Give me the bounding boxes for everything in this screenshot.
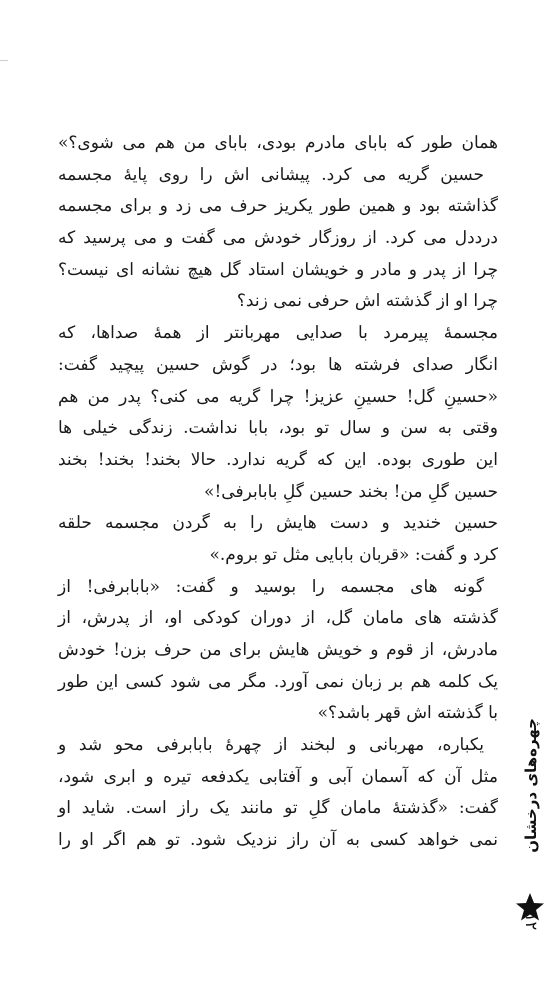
text-line-6: چرا او از گذشته اش حرفی نمی زند؟: [236, 291, 498, 312]
text-line-22: گفت: «گذشتهٔ مامان گلِ تو مانند یک راز است. شاید او: [58, 798, 498, 819]
running-title: چهره‌های درخشان: [522, 718, 540, 853]
text-line-19: با گذشته اش قهر باشد؟»: [317, 703, 498, 724]
text-line-11: این طوری بوده. این که گریه ندارد. حالا بخند! بخند! بخند: [58, 449, 498, 470]
text-line-23: نمی خواهد کسی به آن راز نزدیک شود. تو هم اگر او را: [58, 830, 498, 851]
text-line-8: انگار صدای فرشته ها بود؛ در گوش حسین پیچید گفت:: [58, 354, 498, 375]
text-line-7: مجسمهٔ پیرمرد با صدایی مهربانتر از همهٔ صداها، که: [58, 323, 498, 344]
text-line-14: کرد و گفت: «قربان بابایی مثل تو بروم.»: [209, 544, 498, 565]
text-line-9: «حسینِ گل! حسینِ عزیز! چرا گریه می کنی؟ پدر من هم: [58, 386, 498, 407]
text-line-21: مثل آن که آسمان آبی و آفتابی یکدفعه تیره و ابری شود،: [58, 766, 498, 787]
text-line-2: حسین گریه می کرد. پیشانی اش را روی پایهٔ مجسمه: [58, 164, 484, 185]
page-edge-mark: [0, 60, 8, 61]
text-line-20: یکباره، مهربانی و لبخند از چهرهٔ بابابرفی محو شد و: [58, 735, 484, 756]
text-line-1: همان طور که بابای مادرم بودی، بابای من هم می شوی؟»: [58, 133, 498, 153]
text-line-16: گذشته های مامان گل، از دوران کودکی او، از پدرش، از: [58, 608, 498, 629]
text-line-4: درددل می کرد. از روزگار خودش می گفت و می پرسید که: [58, 228, 498, 249]
body-text: [58, 128, 498, 857]
text-line-13: حسین خندید و دست هایش را به گردن مجسمه حلقه: [58, 513, 498, 534]
text-line-10: وقتی به سن و سال تو بود، بابا نداشت. زندگی خیلی ها: [58, 418, 498, 439]
text-line-18: یک کلمه هم بر زبان نمی آورد. مگر می شود کسی این طور: [58, 671, 498, 692]
page-number: ۱۲: [522, 913, 541, 931]
text-line-5: چرا از پدر و مادر و خویشان استاد گل هیچ نشانه ای نیست؟: [58, 259, 498, 280]
text-line-12: حسین گلِ من! بخند حسین گلِ بابابرفی!»: [204, 481, 498, 502]
text-line-17: مادرش، از قوم و خویش هایش برای من حرف بزن! خودش: [58, 640, 498, 660]
text-line-3: گذاشته بود و همین طور یکریز حرف می زد و برای مجسمه: [58, 196, 498, 217]
text-line-15: گونه های مجسمه را بوسید و گفت: «بابابرفی! از: [58, 576, 484, 597]
